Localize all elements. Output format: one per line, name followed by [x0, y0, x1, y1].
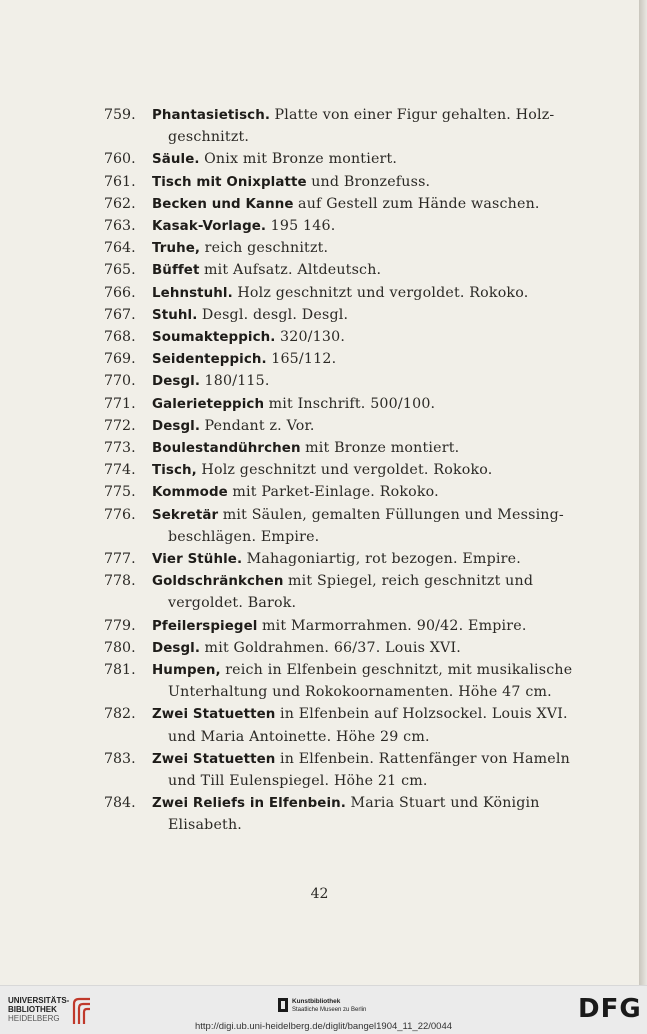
- entry-text: [152, 637, 461, 660]
- entry-description: 180/115.: [204, 373, 270, 390]
- entry-description: mit Säulen, gemalten Füllungen und Messing-: [222, 506, 564, 523]
- entry-description: Holz geschnitzt und vergoldet. Rokoko.: [237, 284, 529, 301]
- kunstbibliothek-mark-icon: [278, 998, 288, 1012]
- entry-description: mit Parket-Einlage. Rokoko.: [232, 484, 439, 501]
- entry-number: 765.: [104, 262, 136, 279]
- catalog-entry-continuation: [0, 126, 639, 148]
- entry-description: mit Inschrift. 500/100.: [268, 395, 436, 412]
- catalog-entry-continuation: [0, 770, 639, 792]
- entry-title: Büffet: [152, 263, 200, 279]
- entry-description: Platte von einer Figur gehalten. Holz-: [274, 107, 555, 123]
- entry-title: Zwei Statuetten: [152, 751, 276, 767]
- entry-text: [152, 282, 528, 305]
- entry-description: Pendant z. Vor.: [204, 417, 315, 434]
- catalog-entry: [0, 748, 639, 770]
- entry-description: in Elfenbein auf Holzsockel. Louis XVI.: [279, 706, 568, 723]
- entry-number: 780.: [104, 639, 136, 656]
- catalog-entry-continuation: [0, 726, 639, 748]
- dfg-logo[interactable]: DFG: [578, 994, 642, 1024]
- catalog-entry-continuation: [0, 681, 639, 703]
- entry-number: 779.: [104, 617, 136, 634]
- entry-title: Desgl.: [152, 418, 201, 434]
- entry-number: 760.: [104, 151, 136, 168]
- entry-title: Lehnstuhl.: [152, 285, 233, 301]
- catalog-entry: [0, 615, 639, 637]
- footer-bar: [0, 985, 647, 1034]
- entry-number: 781.: [104, 662, 136, 678]
- entry-text: [152, 548, 521, 571]
- source-url[interactable]: http://digi.ub.uni-heidelberg.de/diglit/bangel1904_11_22/0044: [194, 1021, 453, 1032]
- catalog-entry: [0, 393, 639, 415]
- catalog-entry: [0, 504, 639, 526]
- entry-title: Vier Stühle.: [152, 552, 243, 567]
- entry-title: Galerieteppich: [152, 396, 265, 412]
- page-number: 42: [310, 886, 329, 902]
- entry-description: Mahagoniartig, rot bezogen. Empire.: [246, 551, 521, 567]
- catalog-entry: [0, 792, 639, 814]
- entry-title: Goldschränkchen: [152, 574, 284, 590]
- entry-title: Tisch,: [152, 463, 197, 479]
- entry-text: [152, 326, 345, 349]
- entry-description: Desgl. desgl. Desgl.: [201, 306, 349, 323]
- entry-number: 778.: [104, 573, 136, 590]
- entry-continuation-text: geschnitzt.: [168, 129, 250, 146]
- entry-description: mit Aufsatz. Altdeutsch.: [204, 262, 382, 279]
- entry-number: 775.: [104, 484, 136, 501]
- entry-number: 762.: [104, 195, 136, 212]
- catalog-entry: [0, 548, 639, 570]
- entry-continuation-text: Elisabeth.: [168, 817, 242, 834]
- entry-description: 165/112.: [271, 351, 337, 368]
- library-line-3: HEIDELBERG: [8, 1014, 60, 1023]
- catalog-entry: [0, 193, 639, 215]
- entry-description: und Bronzefuss.: [311, 173, 431, 190]
- entry-text: [152, 237, 328, 260]
- entry-title: Kommode: [152, 485, 228, 501]
- university-library-name: [8, 996, 69, 1023]
- library-line-1: UNIVERSITÄTS-: [8, 996, 70, 1005]
- entry-description: auf Gestell zum Hände waschen.: [298, 195, 540, 212]
- entry-number: 783.: [104, 750, 136, 767]
- catalog-entry: [0, 703, 639, 725]
- entry-number: 764.: [104, 240, 136, 257]
- entry-number: 774.: [104, 462, 136, 479]
- catalog-entry: [0, 148, 639, 170]
- kunstbibliothek-name: [292, 998, 366, 1014]
- catalog-entry: [0, 237, 639, 259]
- entry-number: 763.: [104, 218, 136, 234]
- entry-title: Humpen,: [152, 663, 221, 678]
- entry-number: 776.: [104, 506, 136, 523]
- entry-title: Phantasietisch.: [152, 108, 271, 123]
- entry-text: [152, 193, 540, 216]
- entry-title: Sekretär: [152, 507, 219, 523]
- entry-text: [152, 215, 335, 238]
- entry-number: 777.: [104, 551, 136, 567]
- entry-text: [152, 703, 568, 726]
- page-edge: [639, 0, 647, 985]
- entry-continuation-text: und Till Eulenspiegel. Höhe 21 cm.: [168, 773, 428, 789]
- entry-number: 770.: [104, 373, 136, 390]
- entry-title: Truhe,: [152, 241, 201, 257]
- catalog-entry: [0, 304, 639, 326]
- catalog-entry: [0, 348, 639, 370]
- entry-text: [152, 615, 527, 638]
- entry-text: [152, 348, 336, 371]
- entry-text: [152, 459, 493, 482]
- entry-text: [152, 104, 554, 127]
- entry-continuation-text: vergoldet. Barok.: [168, 595, 297, 612]
- entry-text: [152, 659, 572, 682]
- entry-title: Pfeilerspiegel: [152, 618, 258, 634]
- entry-number: 767.: [104, 306, 136, 323]
- entry-number: 766.: [104, 284, 136, 301]
- entry-title: Kasak-Vorlage.: [152, 219, 267, 234]
- catalog-entry-continuation: [0, 592, 639, 614]
- entry-number: 769.: [104, 351, 136, 368]
- entry-text: [152, 504, 564, 527]
- entry-text: [152, 792, 540, 815]
- entry-number: 768.: [104, 329, 136, 345]
- entry-description: in Elfenbein. Rattenfänger von Hameln: [279, 750, 570, 767]
- entry-continuation-text: beschlägen. Empire.: [168, 528, 320, 545]
- entry-text: [152, 259, 381, 282]
- catalog-entry: [0, 437, 639, 459]
- catalog-entry: [0, 282, 639, 304]
- entry-title: Zwei Statuetten: [152, 707, 276, 723]
- entry-title: Tisch mit Onixplatte: [152, 174, 307, 190]
- catalog-entry: [0, 481, 639, 503]
- catalog-entry-continuation: [0, 526, 639, 548]
- catalog-entry: [0, 215, 639, 237]
- entry-title: Desgl.: [152, 640, 201, 656]
- entry-text: [152, 481, 439, 504]
- catalog-entry: [0, 659, 639, 681]
- entry-text: [152, 437, 459, 460]
- entry-number: 759.: [104, 107, 136, 123]
- entry-description: reich geschnitzt.: [204, 240, 329, 257]
- catalog-entry-continuation: [0, 814, 639, 836]
- entry-description: mit Marmorrahmen. 90/42. Empire.: [262, 617, 527, 634]
- entry-text: [152, 415, 315, 438]
- entry-title: Seidenteppich.: [152, 352, 267, 368]
- entry-description: mit Spiegel, reich geschnitzt und: [288, 573, 534, 590]
- entry-description: Maria Stuart und Königin: [350, 795, 540, 812]
- entry-title: Zwei Reliefs in Elfenbein.: [152, 796, 346, 812]
- entry-title: Becken und Kanne: [152, 196, 294, 212]
- entry-description: Onix mit Bronze montiert.: [204, 151, 398, 168]
- kb-line-2: Staatliche Museen zu Berlin: [292, 1007, 367, 1013]
- entry-continuation-text: Unterhaltung und Rokokoornamenten. Höhe 47 cm.: [168, 684, 552, 701]
- entry-text: [152, 171, 430, 194]
- entry-title: Säule.: [152, 152, 200, 168]
- entry-description: Holz geschnitzt und vergoldet. Rokoko.: [201, 462, 493, 479]
- catalog-entry: [0, 259, 639, 281]
- entry-text: [152, 304, 348, 327]
- entry-title: Boulestandührchen: [152, 441, 301, 456]
- library-line-2: BIBLIOTHEK: [8, 1005, 57, 1014]
- entry-title: Stuhl.: [152, 307, 198, 323]
- kb-line-1: Kunstbibliothek: [292, 998, 341, 1005]
- catalog-entry: [0, 570, 639, 592]
- entry-continuation-text: und Maria Antoinette. Höhe 29 cm.: [168, 728, 430, 745]
- entry-text: [152, 393, 435, 416]
- entry-description: 195 146.: [270, 218, 336, 234]
- entry-description: mit Goldrahmen. 66/37. Louis XVI.: [204, 639, 462, 656]
- catalog-entry: [0, 370, 639, 392]
- catalog-entry: [0, 459, 639, 481]
- entry-text: [152, 148, 397, 171]
- entry-number: 773.: [104, 440, 136, 456]
- entry-title: Desgl.: [152, 374, 201, 390]
- catalog-entry: [0, 171, 639, 193]
- entry-number: 772.: [104, 417, 136, 434]
- entry-number: 782.: [104, 706, 136, 723]
- entry-description: mit Bronze montiert.: [305, 440, 460, 456]
- entry-number: 784.: [104, 795, 136, 812]
- catalog-entry: [0, 637, 639, 659]
- kunstbibliothek-logo[interactable]: [278, 998, 398, 1022]
- entry-title: Soumakteppich.: [152, 330, 276, 345]
- entry-text: [152, 570, 533, 593]
- entry-number: 771.: [104, 395, 136, 412]
- catalog-entry: [0, 415, 639, 437]
- catalog-entry: [0, 104, 639, 126]
- entry-text: [152, 748, 570, 771]
- entry-description: reich in Elfenbein geschnitzt, mit musikalische: [225, 662, 573, 678]
- catalog-entry: [0, 326, 639, 348]
- entry-number: 761.: [104, 173, 136, 190]
- entry-description: 320/130.: [280, 329, 346, 345]
- entry-text: [152, 370, 270, 393]
